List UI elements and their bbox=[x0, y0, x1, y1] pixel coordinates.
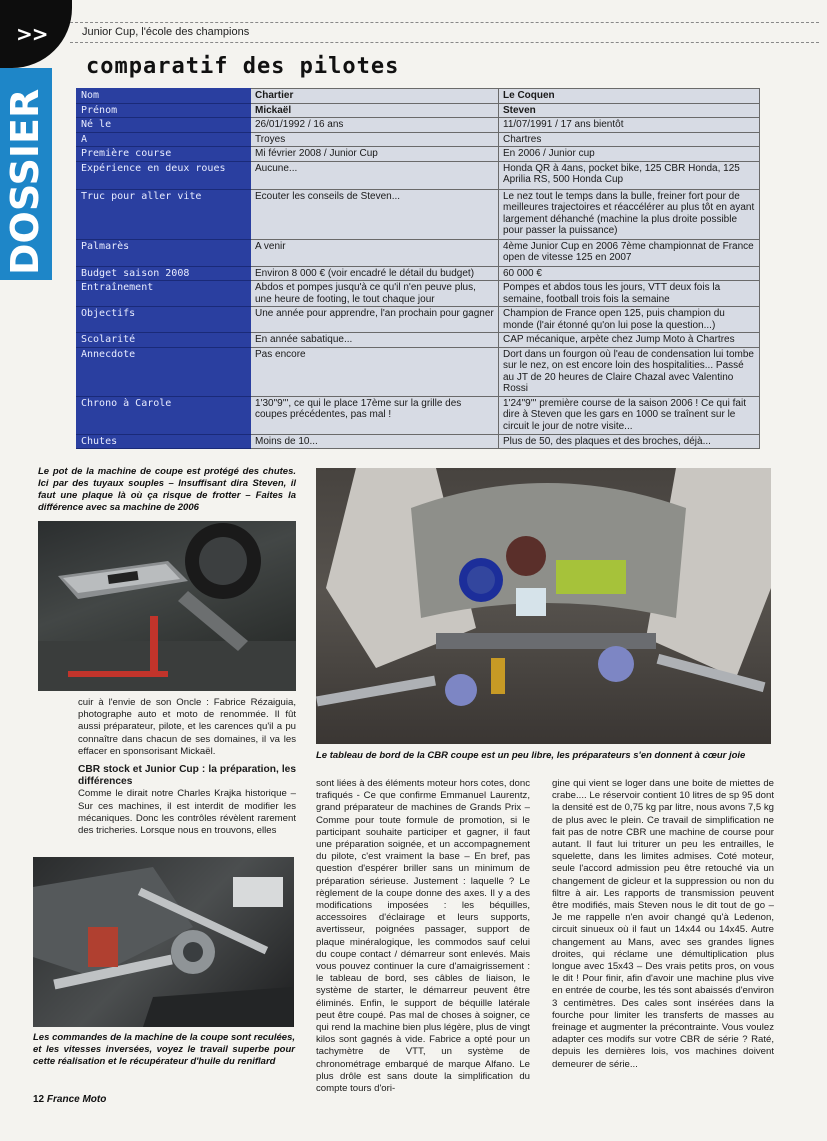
page-footer bbox=[33, 1094, 106, 1105]
photo-caption-controls: Les commandes de la machine de la coupe sont reculées, et les vitesses inversées, voyez le travail superbe pour cette réalisation et le récupérateur d'huile du reniflard bbox=[33, 1032, 295, 1067]
header-divider-top bbox=[70, 22, 819, 23]
pilot-b-value: 4ème Junior Cup en 2006 7ème championnat de France open de vitesse 125 en 2007 bbox=[499, 239, 760, 266]
table-row bbox=[77, 307, 760, 333]
pilot-a-value: Une année pour apprendre, l'an prochain pour gagner bbox=[251, 307, 499, 333]
table-row bbox=[77, 434, 760, 449]
page-title: comparatif des pilotes bbox=[86, 54, 400, 79]
row-label: Palmarès bbox=[77, 239, 251, 266]
table-row bbox=[77, 396, 760, 434]
table-row bbox=[77, 281, 760, 307]
pilot-a-value: En année sabatique... bbox=[251, 333, 499, 348]
row-label: Truc pour aller vite bbox=[77, 189, 251, 239]
table-row bbox=[77, 103, 760, 118]
table-row bbox=[77, 132, 760, 147]
pilot-b-value: Le nez tout le temps dans la bulle, freiner fort pour de meilleures trajectoires et réaccélérer au plus tôt en ayant largement déhanché (machine la plus droite possible pour passer la puissance) bbox=[499, 189, 760, 239]
pilot-a-value: Mickaël bbox=[251, 103, 499, 118]
article-paragraph: sont liées à des éléments moteur hors cotes, donc trafiqués - Ce que confirme Emmanuel Laurentz, grand préparateur de machines de Grands Prix – Comme pour toute formule de promotion, si le participant souhaite participer et gagner, il faut une préparation soignée, et un accompagnement du pilote, c'est vraiment la base – En bref, pas question d'espérer briller sans un minimum de préparation sérieuse. Justement : laquelle ? Le règlement de la coupe donne des axes. Il y a des modifications imposées : les béquilles, accessoires d'éclairage et leurs supports, avertisseur, poignées passager, support de plaque minéralogique, les commodos sauf celui du coupe contact / démarreur sont enlevés. Mais vous pouvez continuer la cure d'amaigrissement : le tableau de bord, ses câbles de liaison, le système de starter, le démarreur peuvent être éliminés. Enfin, le support de béquille latérale peut être coupé. Pas mal de choses à soigner, ce qui rend la machine bien plus légère, plus de vingt kilos sont gagnés à vide. Fabrice a opté pour un tachymètre de VTT, un système de chronométrage embarqué de marque Alfano. Le plus drôle est sans doute la simplification du compte tours d'ori- bbox=[316, 778, 530, 1095]
table-row bbox=[77, 333, 760, 348]
article-column-1 bbox=[78, 697, 296, 837]
pilot-a-value: Environ 8 000 € (voir encadré le détail du budget) bbox=[251, 266, 499, 281]
table-row bbox=[77, 266, 760, 281]
pilot-b-value: Honda QR à 4ans, pocket bike, 125 CBR Honda, 125 Aprilia RS, 500 Honda Cup bbox=[499, 161, 760, 189]
article-paragraph: Comme le dirait notre Charles Krajka historique – Sur ces machines, il est interdit de modifier les mécaniques. Donc les contrôles révèlent rarement des tricheries. Lorsque nous en trouvons, elles bbox=[78, 788, 296, 837]
row-label: Entraînement bbox=[77, 281, 251, 307]
header-divider-bottom bbox=[70, 42, 819, 43]
pilot-a-value: Pas encore bbox=[251, 347, 499, 396]
pilot-a-value: 1'30"9''', ce qui le place 17ème sur la grille des coupes précédentes, pas mal ! bbox=[251, 396, 499, 434]
row-label: Première course bbox=[77, 147, 251, 162]
dashboard-illustration bbox=[316, 468, 771, 744]
row-label: Expérience en deux roues bbox=[77, 161, 251, 189]
article-paragraph: gine qui vient se loger dans une boite de miettes de crabe.... Le réservoir contient 10 litres de sp 95 dont la densité est de 0,75 kg par litre, nous avons 7,5 kg de plus avec le plein. Ce travail de simplification ne fait pas de notre CBR une machine de course pour autant. Il faut lui triturer un peu les entrailles, le squelette, dans les limites admises. Coté moteur, seule l'accord admission peu être retouché via un changement de gicleur et la suppression ou non du filtre à air. Les rapports de transmission peuvent être modifiés, mais Steven nous le dit tout de go – Je me rappelle n'en avoir changé qu'à Ledenon, circuit sinueux où il faut un 14x44 ou 14x45. Autre changement au Mans, avec ses grandes lignes droites, qui réclame une démultiplication plus longue avec 15x43 – Des vrais petits pros, on vous le dit ! Pour finir, afin d'avoir une machine plus vive en entrée de courbe, les tés sont abaissés d'environ 3 centimètres. Des cales sont insérées dans la fourche pour limiter les transferts de masses au freinage et augmenter la précontrainte. Vous voulez adapter ces modifs sur votre CBR de série ? Raté, depuis les dernières lois, vos machines doivent demeurer de série... bbox=[552, 778, 774, 1070]
pilot-b-value: Plus de 50, des plaques et des broches, déjà... bbox=[499, 434, 760, 449]
table-row bbox=[77, 161, 760, 189]
running-title: Junior Cup, l'école des champions bbox=[82, 26, 250, 38]
table-row bbox=[77, 189, 760, 239]
pilot-b-value: Pompes et abdos tous les jours, VTT deux fois la semaine, football trois fois la semaine bbox=[499, 281, 760, 307]
row-label: Scolarité bbox=[77, 333, 251, 348]
row-label: Chrono à Carole bbox=[77, 396, 251, 434]
pilot-a-value: Troyes bbox=[251, 132, 499, 147]
row-label: Né le bbox=[77, 118, 251, 133]
table-row bbox=[77, 147, 760, 162]
pilot-a-value: Abdos et pompes jusqu'à ce qu'il n'en peuve plus, une heure de footing, le tout chaque jour bbox=[251, 281, 499, 307]
pilot-a-value: Mi février 2008 / Junior Cup bbox=[251, 147, 499, 162]
photo-caption-dashboard: Le tableau de bord de la CBR coupe est un peu libre, les préparateurs s'en donnent à cœur joie bbox=[316, 750, 746, 761]
row-label: Nom bbox=[77, 89, 251, 104]
pilot-comparison-table bbox=[76, 88, 760, 449]
exhaust-illustration bbox=[38, 521, 296, 691]
pilot-a-value: Ecouter les conseils de Steven... bbox=[251, 189, 499, 239]
row-label: Budget saison 2008 bbox=[77, 266, 251, 281]
dashboard-photo bbox=[316, 468, 771, 744]
pilot-a-value: A venir bbox=[251, 239, 499, 266]
article-paragraph: cuir à l'envie de son Oncle : Fabrice Rézaiguia, photographe auto et moto de renommée. Il fût aussi préparateur, pilote, et les carences qu'il a pu connaître dans chacun de ses domaines, il va les effacer en sponsorisant Mickaël. bbox=[78, 697, 296, 757]
pilot-b-value: CAP mécanique, arpète chez Jump Moto à Chartres bbox=[499, 333, 760, 348]
pilot-b-value: En 2006 / Junior cup bbox=[499, 147, 760, 162]
article-column-3 bbox=[552, 778, 774, 1071]
magazine-name: France Moto bbox=[46, 1094, 107, 1105]
chevron-marker-icon: >> bbox=[16, 22, 48, 46]
row-label: Objectifs bbox=[77, 307, 251, 333]
row-label: A bbox=[77, 132, 251, 147]
pilot-b-value: Dort dans un fourgon où l'eau de condensation lui tombe sur le nez, on est encore loin des hospitalities... Passé au JT de 20 heures de Claire Chazal avec Valentino Rossi bbox=[499, 347, 760, 396]
photo-caption-exhaust: Le pot de la machine de coupe est protégé des chutes. Ici par des tuyaux souples – Insuffisant dira Steven, il faut une plaque là où ça risque de frotter – Faites la différence avec sa machine de 2006 bbox=[38, 466, 296, 513]
pilot-a-value: 26/01/1992 / 16 ans bbox=[251, 118, 499, 133]
pilot-b-value: 11/07/1991 / 17 ans bientôt bbox=[499, 118, 760, 133]
table-row bbox=[77, 347, 760, 396]
pilot-a-value: Chartier bbox=[251, 89, 499, 104]
controls-illustration bbox=[33, 857, 294, 1027]
section-badge bbox=[0, 0, 72, 68]
pilot-b-value: 1'24"9''' première course de la saison 2006 ! Ce qui fait dire à Steven que les gars en 1000 se traînent sur le circuit le jour de notre visite... bbox=[499, 396, 760, 434]
exhaust-photo bbox=[38, 521, 296, 691]
row-label: Chutes bbox=[77, 434, 251, 449]
article-column-2 bbox=[316, 778, 530, 1095]
row-label: Prénom bbox=[77, 103, 251, 118]
pilot-a-value: Moins de 10... bbox=[251, 434, 499, 449]
pilot-b-value: Chartres bbox=[499, 132, 760, 147]
pilot-b-value: Steven bbox=[499, 103, 760, 118]
row-label: Annecdote bbox=[77, 347, 251, 396]
page-number: 12 bbox=[33, 1094, 45, 1105]
pilot-b-value: Champion de France open 125, puis champion du monde (l'air étonné qu'on lui pose la question...) bbox=[499, 307, 760, 333]
section-label: DOSSIER bbox=[3, 88, 47, 275]
pilot-a-value: Aucune... bbox=[251, 161, 499, 189]
controls-photo bbox=[33, 857, 294, 1027]
table-row bbox=[77, 118, 760, 133]
article-subhead: CBR stock et Junior Cup : la préparation, les différences bbox=[78, 764, 296, 788]
pilot-b-value: Le Coquen bbox=[499, 89, 760, 104]
table-row bbox=[77, 239, 760, 266]
pilot-b-value: 60 000 € bbox=[499, 266, 760, 281]
table-row bbox=[77, 89, 760, 104]
